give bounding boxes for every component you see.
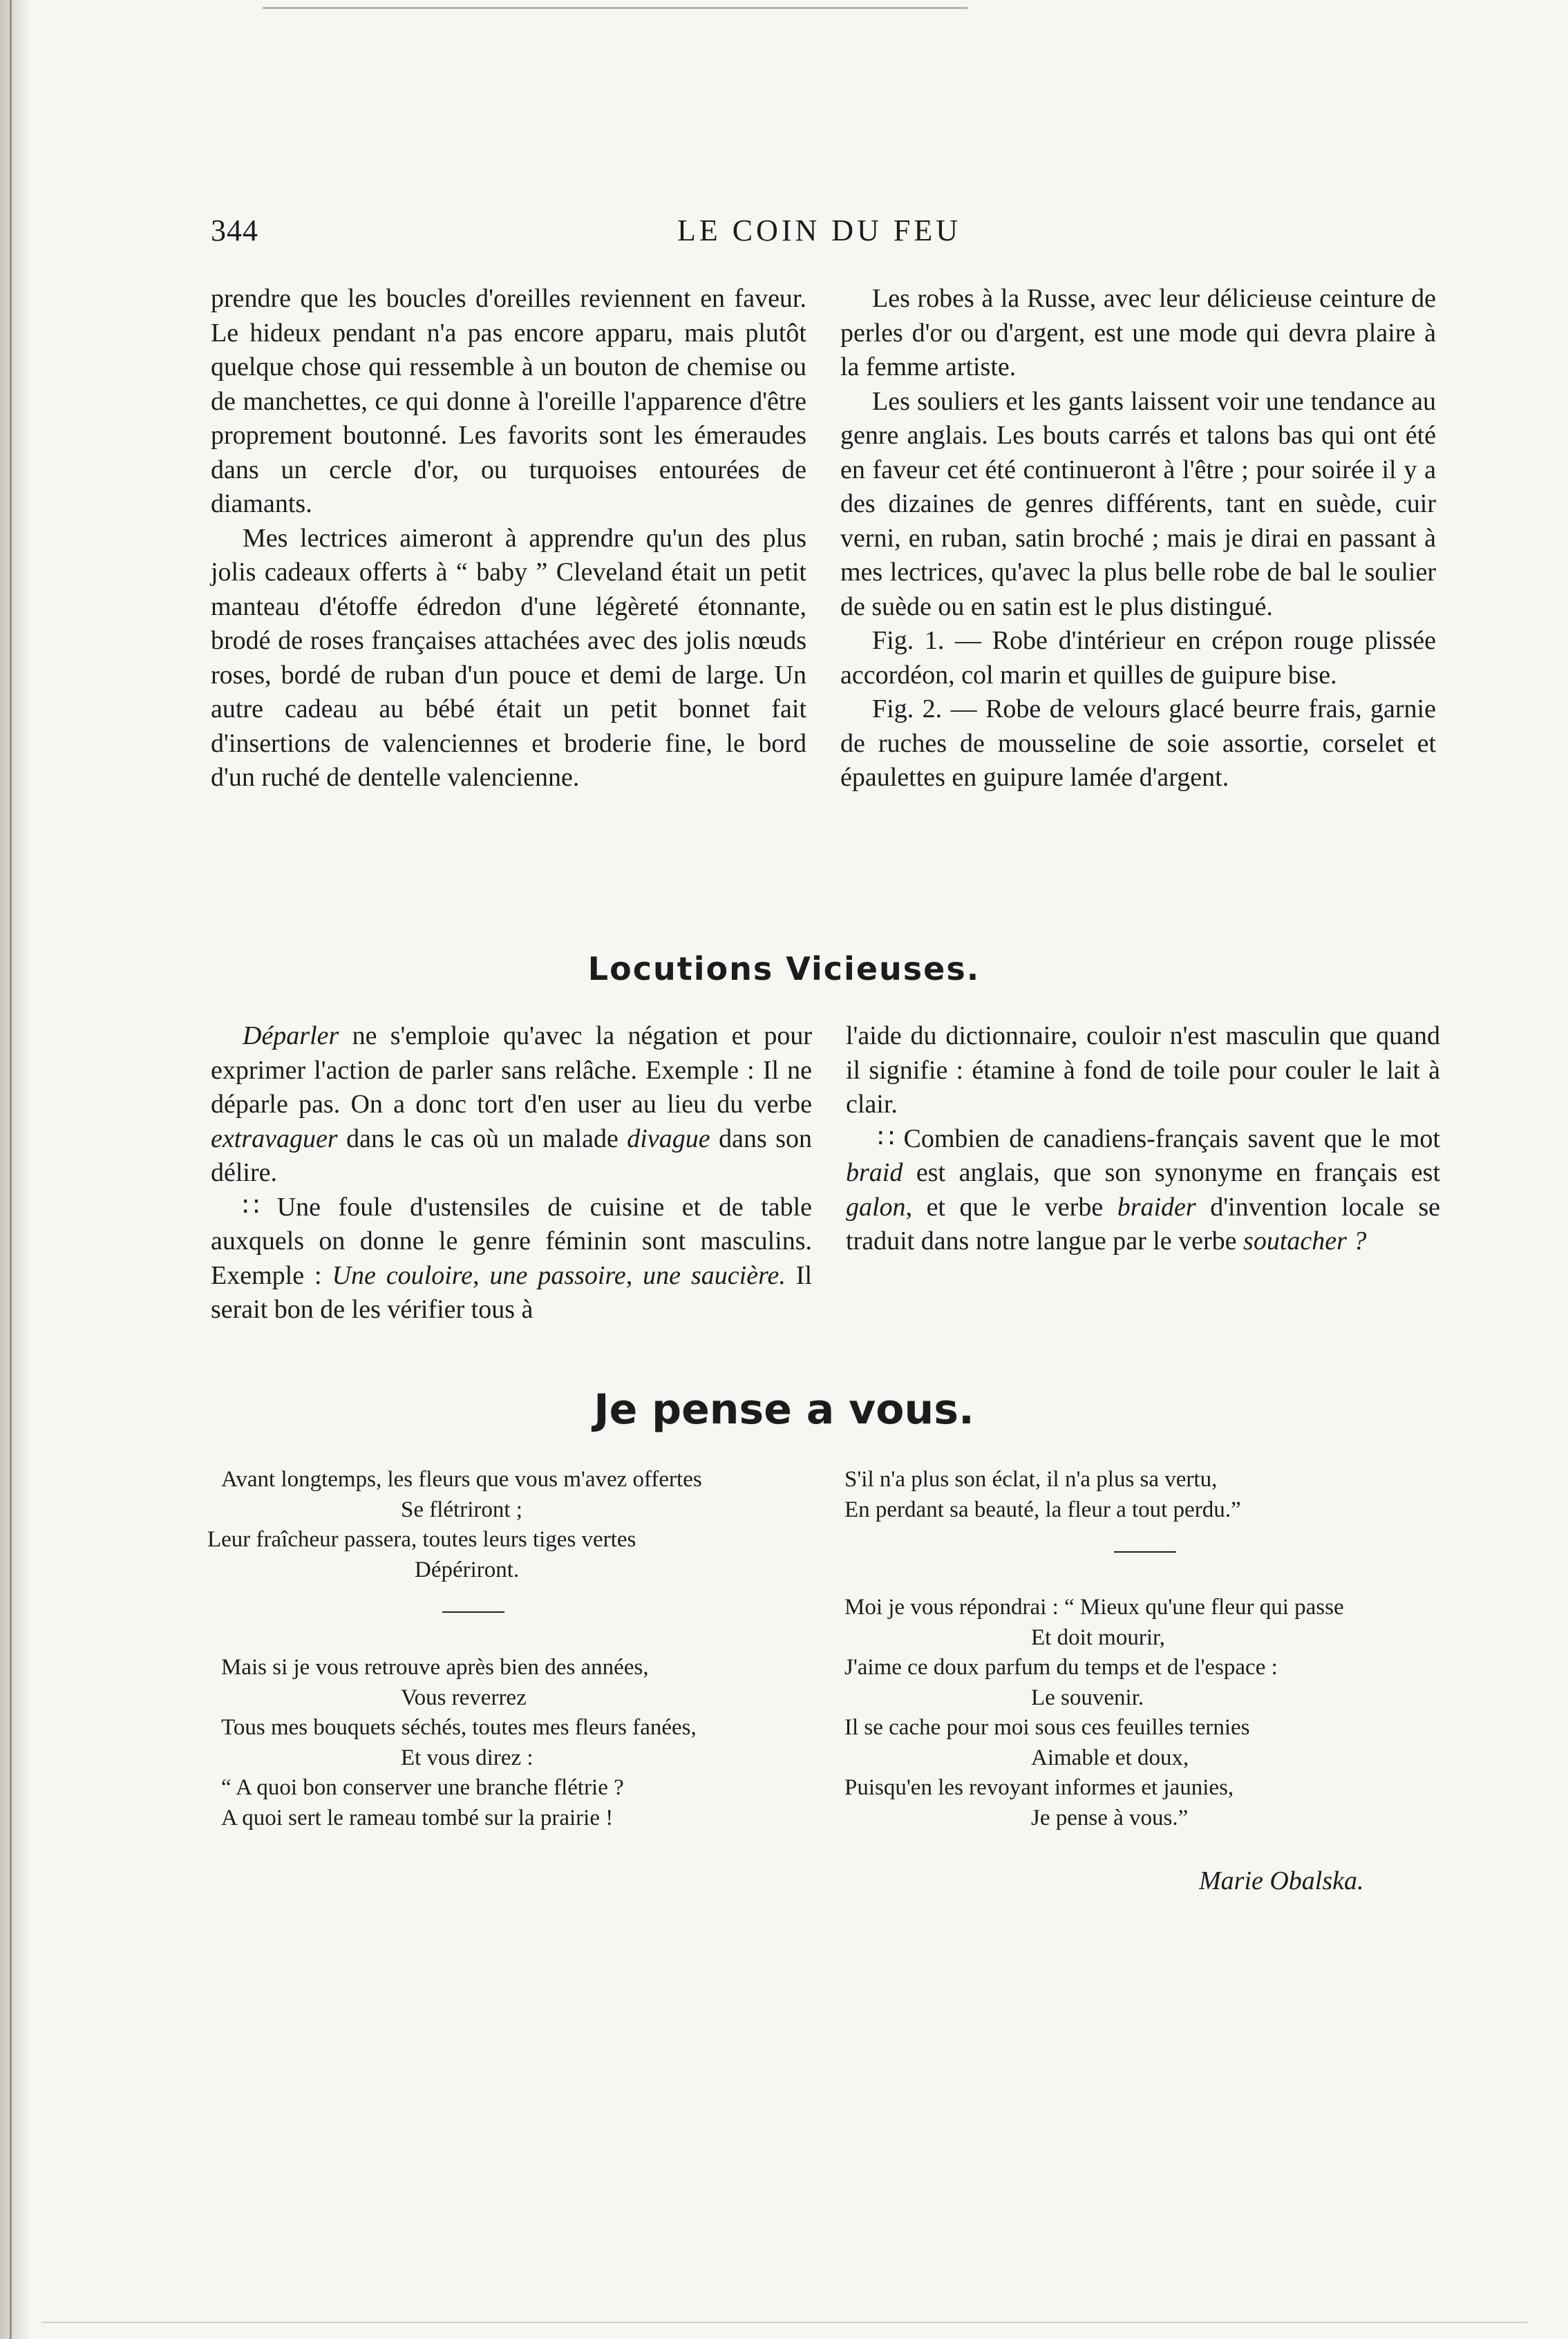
page-binding-edge bbox=[0, 0, 32, 2339]
poem-line: Mais si je vous retrouve après bien des années, bbox=[221, 1655, 649, 1680]
locutions-paragraph: Déparler ne s'emploie qu'avec la négation et pour exprimer l'action de parler sans relâche. Exemple : Il ne déparle pas. On a donc tort d'en user au lieu du verbe extravaguer dans le cas où un malade divague dans son délire. bbox=[211, 1021, 812, 1187]
poem-line: Moi je vous répondrai : “ Mieux qu'une fleur qui passe bbox=[844, 1595, 1344, 1620]
poem-line: En perdant sa beauté, la fleur a tout perdu.” bbox=[844, 1497, 1241, 1522]
poem-line: A quoi sert le rameau tombé sur la prairie ! bbox=[221, 1805, 614, 1830]
figure-caption: Fig. 2. — Robe de velours glacé beurre frais, garnie de ruches de mousseline de soie assortie, corselet et épaulettes en guipure lamée d'argent. bbox=[840, 694, 1436, 792]
poem-line: J'aime ce doux parfum du temps et de l'espace : bbox=[844, 1655, 1278, 1680]
term-italic: braid bbox=[846, 1158, 903, 1187]
stanza-rule bbox=[1114, 1551, 1176, 1553]
figure-caption: Fig. 1. — Robe d'intérieur en crépon rouge plissée accordéon, col marin et quilles de guipure bise. bbox=[840, 626, 1436, 690]
bottom-edge-rule bbox=[41, 2322, 1527, 2323]
poem-line: Le souvenir. bbox=[1031, 1685, 1144, 1710]
term-italic: galon bbox=[846, 1192, 906, 1222]
locutions-left-column bbox=[211, 1019, 812, 1327]
locutions-right-column bbox=[846, 1019, 1440, 1259]
poem-left-column bbox=[207, 1465, 809, 1833]
poem-line: Leur fraîcheur passera, toutes leurs tiges vertes bbox=[207, 1527, 636, 1552]
term-italic: braider bbox=[1117, 1192, 1196, 1222]
poem-line: S'il n'a plus son éclat, il n'a plus sa vertu, bbox=[844, 1467, 1218, 1492]
page-number: 344 bbox=[211, 214, 258, 247]
poem-line: Je pense à vous.” bbox=[1031, 1805, 1189, 1830]
locutions-paragraph: ∷ Combien de canadiens-français savent que le mot braid est anglais, que son synonyme en français est galon, et que le verbe braider d'invention locale se traduit dans notre langue par le verbe soutacher ? bbox=[846, 1124, 1440, 1256]
poem-line: “ A quoi bon conserver une branche flétrie ? bbox=[221, 1775, 624, 1800]
section-title-poem: Je pense a vous. bbox=[594, 1385, 974, 1434]
poem-line: Puisqu'en les revoyant informes et jaunies, bbox=[844, 1775, 1234, 1800]
poem-line: Aimable et doux, bbox=[1031, 1745, 1189, 1770]
poem-line: Tous mes bouquets séchés, toutes mes fleurs fanées, bbox=[221, 1715, 697, 1740]
section-title-locutions: Locutions Vicieuses. bbox=[587, 950, 981, 987]
article-left-column bbox=[211, 282, 806, 795]
article-paragraph: Mes lectrices aimeront à apprendre qu'un des plus jolis cadeaux offerts à “ baby ” Cleveland était un petit manteau d'étoffe édredon d'une légèreté étonnante, brodé de roses françaises attachées avec des jolis nœuds roses, bordé de ruban d'un pouce et demi de large. Un autre cadeau au bébé était un petit bonnet fait d'insertions de valenciennes et broderie fine, le bord d'un ruché de dentelle valencienne. bbox=[211, 523, 806, 792]
term-italic: divague bbox=[627, 1124, 710, 1153]
binding-shadow-line bbox=[10, 0, 12, 2339]
term-italic: extravaguer bbox=[211, 1124, 338, 1153]
poem-line: Se flétriront ; bbox=[401, 1497, 522, 1522]
poem-line: Dépériront. bbox=[415, 1557, 520, 1582]
running-title: LE COIN DU FEU bbox=[677, 214, 961, 247]
stanza-rule bbox=[442, 1611, 504, 1613]
term-italic: soutacher ? bbox=[1243, 1227, 1367, 1256]
poem-right-column bbox=[844, 1465, 1453, 1833]
author-signature: Marie Obalska. bbox=[1199, 1866, 1364, 1895]
poem-line: Avant longtemps, les fleurs que vous m'avez offertes bbox=[221, 1467, 702, 1492]
term-italic: Déparler bbox=[243, 1021, 339, 1050]
article-paragraph: Les robes à la Russe, avec leur délicieuse ceinture de perles d'or ou d'argent, est une mode qui devra plaire à la femme artiste. bbox=[840, 284, 1436, 381]
article-paragraph: prendre que les boucles d'oreilles reviennent en faveur. Le hideux pendant n'a pas encore apparu, mais plutôt quelque chose qui ressemble à un bouton de chemise ou de manchettes, ce qui donne à l'oreille l'apparence d'être proprement boutonné. Les favorits sont les émeraudes dans un cercle d'or, ou turquoises entourées de diamants. bbox=[211, 284, 806, 518]
locutions-paragraph: ∷ Une foule d'ustensiles de cuisine et de table auxquels on donne le genre féminin sont masculins. Exemple : Une couloire, une passoire, une saucière. Il serait bon de les vérifier tous à bbox=[211, 1192, 813, 1324]
poem-line: Vous reverrez bbox=[401, 1685, 527, 1710]
term-italic: Une couloire, une passoire, une saucière. bbox=[332, 1260, 786, 1290]
locutions-paragraph: l'aide du dictionnaire, couloir n'est masculin que quand il signifie : étamine à fond de toile pour couler le lait à clair. bbox=[846, 1021, 1440, 1119]
poem-line: Et vous direz : bbox=[401, 1745, 533, 1770]
poem-line: Et doit mourir, bbox=[1031, 1625, 1165, 1650]
article-right-column bbox=[840, 282, 1436, 795]
article-paragraph: Les souliers et les gants laissent voir une tendance au genre anglais. Les bouts carrés et talons bas qui ont été en faveur cet été continueront à l'être ; pour soirée il y a des dizaines de genres différents, tant en suède, cuir verni, en ruban, satin broché ; mais je dirai en passant à mes lectrices, qu'avec la plus belle robe de bal le soulier de suède ou en satin est le plus distingué. bbox=[840, 386, 1436, 621]
poem-line: Il se cache pour moi sous ces feuilles ternies bbox=[844, 1715, 1250, 1740]
paragraph-separator: ∷ bbox=[243, 1192, 260, 1222]
top-edge-rule bbox=[263, 7, 967, 9]
paragraph-separator: ∷ bbox=[878, 1124, 895, 1153]
